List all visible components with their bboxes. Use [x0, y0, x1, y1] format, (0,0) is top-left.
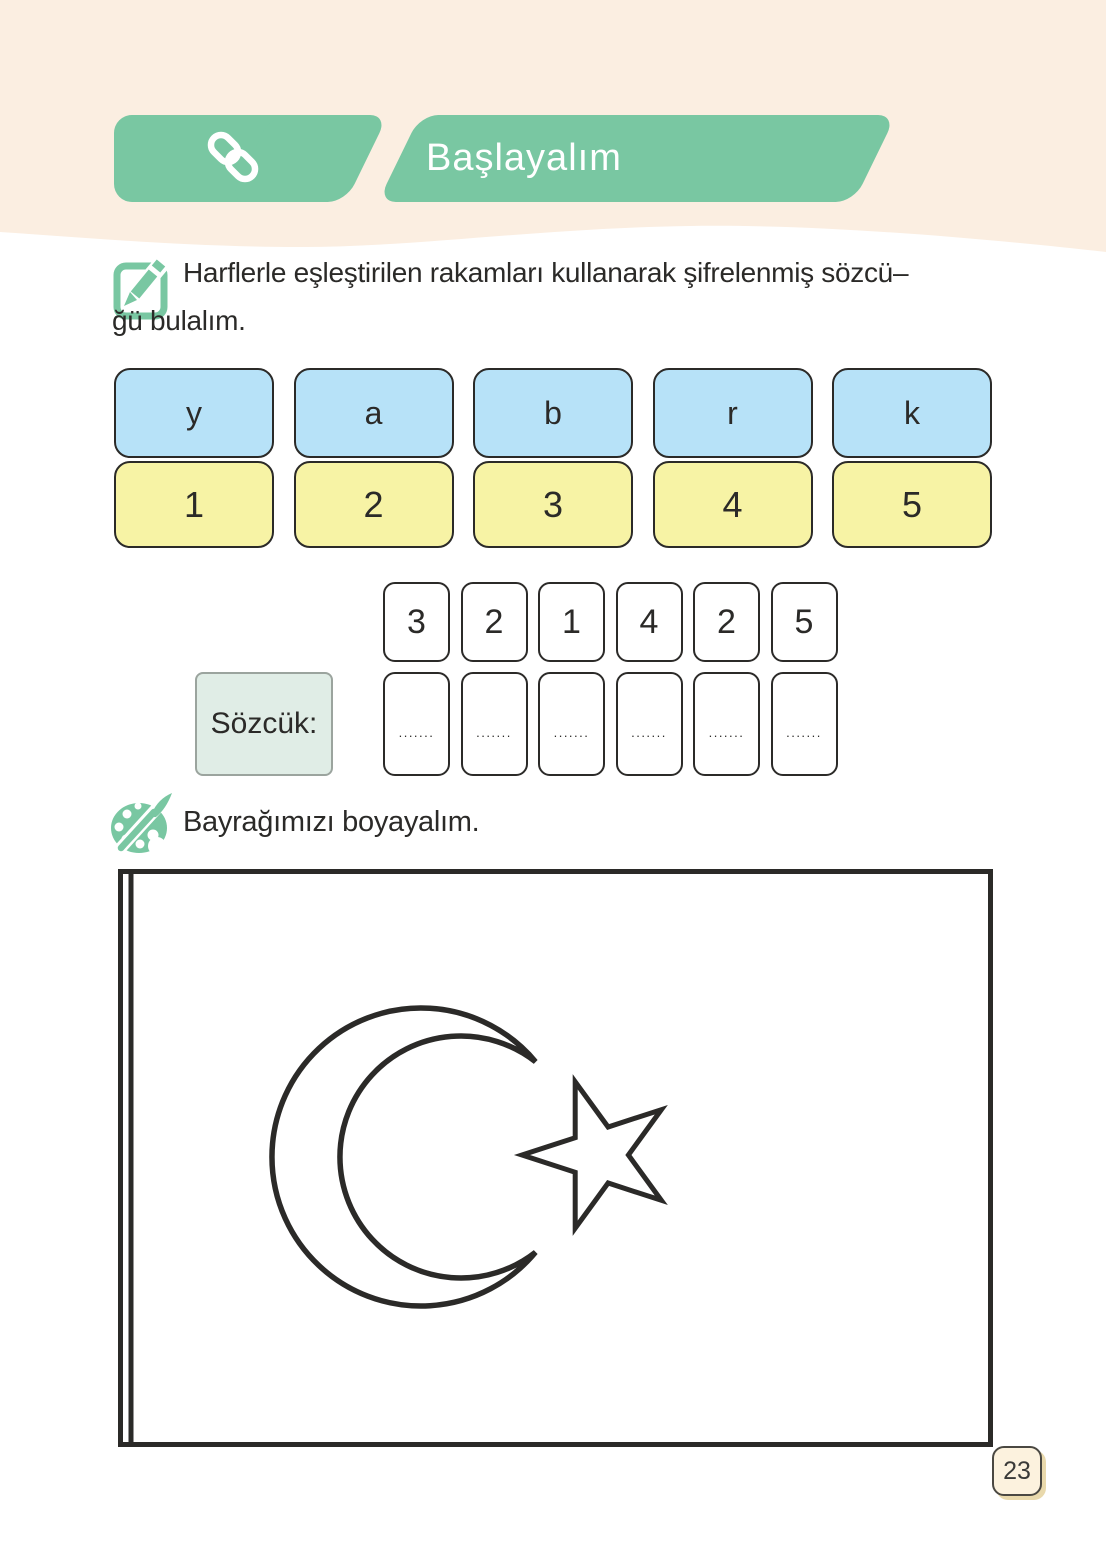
answer-slot[interactable] [461, 672, 528, 776]
page-number-badge [992, 1446, 1042, 1496]
number-cell: 5 [832, 461, 992, 548]
number-cell: 2 [294, 461, 454, 548]
answer-slot-dots: ....... [553, 724, 590, 740]
palette-brush-icon [108, 791, 176, 857]
answer-slot-dots: ....... [631, 724, 667, 740]
page-number: 23 [1003, 1456, 1031, 1485]
cipher-instruction-line2: ğü bulalım. [112, 305, 246, 336]
letter-cell: k [832, 368, 992, 458]
code-digit-cell: 4 [616, 582, 683, 662]
answer-slot[interactable] [693, 672, 760, 776]
answer-slot-dots: ....... [476, 724, 512, 740]
word-label-box [195, 672, 333, 776]
code-digit-cell: 1 [538, 582, 605, 662]
answer-slot[interactable] [771, 672, 838, 776]
cipher-instruction-line1: Harflerle eşleştirilen rakamları kullanarak şifrelenmiş sözcü– [183, 257, 909, 288]
answer-slot-dots: ....... [786, 724, 822, 740]
code-digit-cell: 2 [461, 582, 528, 662]
answer-slot-dots: ....... [398, 724, 435, 740]
chain-link-icon [205, 128, 261, 186]
letter-number-table [114, 368, 992, 548]
letter-cell: r [653, 368, 813, 458]
word-label: Sözcük: [210, 707, 318, 740]
answer-slot-row [383, 672, 838, 776]
number-cell: 3 [473, 461, 633, 548]
code-digit-cell: 2 [693, 582, 760, 662]
number-cell: 4 [653, 461, 813, 548]
answer-slot[interactable] [538, 672, 605, 776]
answer-slot[interactable] [383, 672, 450, 776]
cipher-code-row [383, 582, 838, 662]
number-cell: 1 [114, 461, 274, 548]
letter-cell: b [473, 368, 633, 458]
answer-slot-dots: ....... [708, 724, 745, 740]
turkish-flag-outline[interactable] [100, 860, 1000, 1460]
code-digit-cell: 3 [383, 582, 450, 662]
letter-cell: a [294, 368, 454, 458]
header-title: Başlayalım [426, 137, 622, 179]
code-digit-cell: 5 [771, 582, 838, 662]
coloring-instruction: Bayrağımızı boyayalım. [183, 806, 480, 838]
letter-cell: y [114, 368, 274, 458]
answer-slot[interactable] [616, 672, 683, 776]
